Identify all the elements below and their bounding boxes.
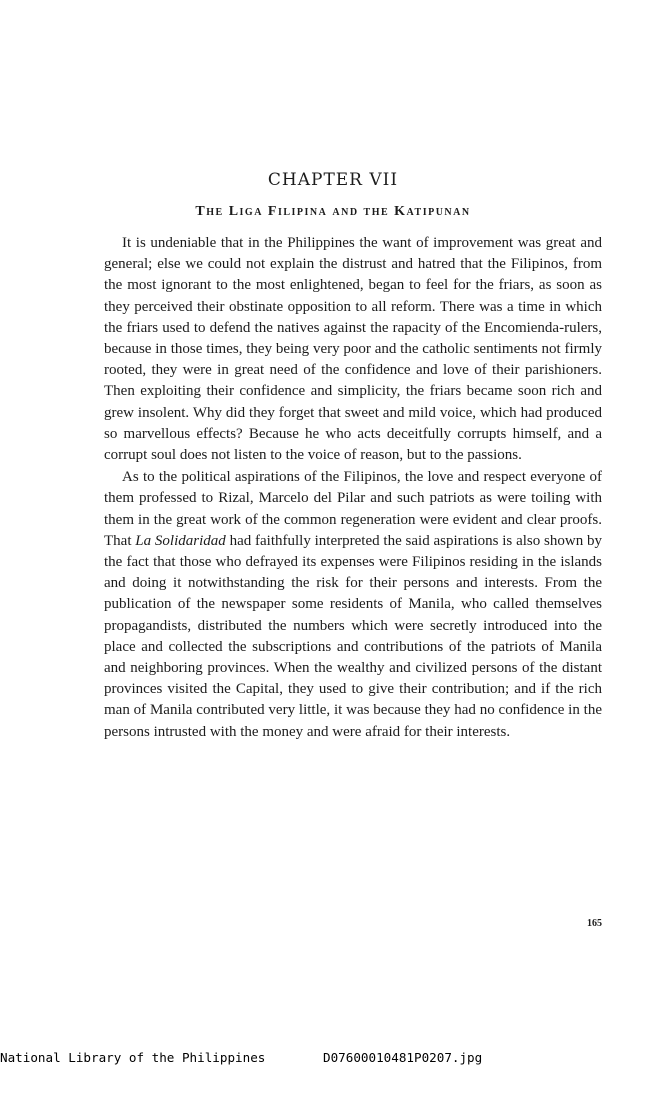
scan-footer xyxy=(0,1050,666,1066)
page-number: 165 xyxy=(587,918,602,929)
chapter-subtitle: The Liga Filipina and the Katipunan xyxy=(195,204,471,219)
footer-source: National Library of the Philippines xyxy=(0,1050,266,1065)
newspaper-title: La Solidaridad xyxy=(135,532,226,549)
paragraph-text: As to the political aspirations of the Filipinos, the love and respect everyone of them professed to Rizal, Marcelo del Pilar and such patriots as were toiling with them in the great work of the common regeneration were evident and clear proofs. That xyxy=(104,469,602,549)
paragraph-text: It is undeniable that in the Philippines the want of improvement was great and general; else we could not explain the distrust and hatred that the Filipinos, from the most ignorant to the most enlightened, began to feel for the friars, as soon as they perceived their obstinate opposition to all reform. There was a time in which the friars used to defend the natives against the rapacity of the Encomienda-rulers, because in those times, they being very poor and the catholic sentiments not firmly rooted, they were in great need of the confidence and love of their parishioners. Then exploiting their confidence and simplicity, the friars became soon rich and grew insolent. Why did they forget that sweet and mild voice, which had produced so marvellous effects? Because he who acts deceitfully corrupts himself, and a corrupt soul does not listen to the voice of reason, but to the passions. xyxy=(104,235,602,464)
paragraph xyxy=(104,467,602,743)
footer-filename: D07600010481P0207.jpg xyxy=(323,1050,483,1065)
paragraph-text: had faithfully interpreted the said aspirations is also shown by the fact that those who defrayed its expenses were Filipinos residing in the islands and doing it notwithstanding the risk for their persons and interests. From the publication of the newspaper some residents of Manila, who called themselves propagandists, distributed the numbers which were secretly introduced into the place and collected the subscriptions and contributions of the patriots of Manila and neighboring provinces. When the wealthy and civilized persons of the distant provinces visited the Capital, they used to give their contribution; and if the rich man of Manila contributed very little, it was because they had no confidence in the persons intrusted with the money and were afraid for their interests. xyxy=(104,532,602,740)
chapter-title: CHAPTER VII xyxy=(267,170,399,190)
paragraph xyxy=(104,233,602,466)
chapter-body xyxy=(104,233,602,743)
